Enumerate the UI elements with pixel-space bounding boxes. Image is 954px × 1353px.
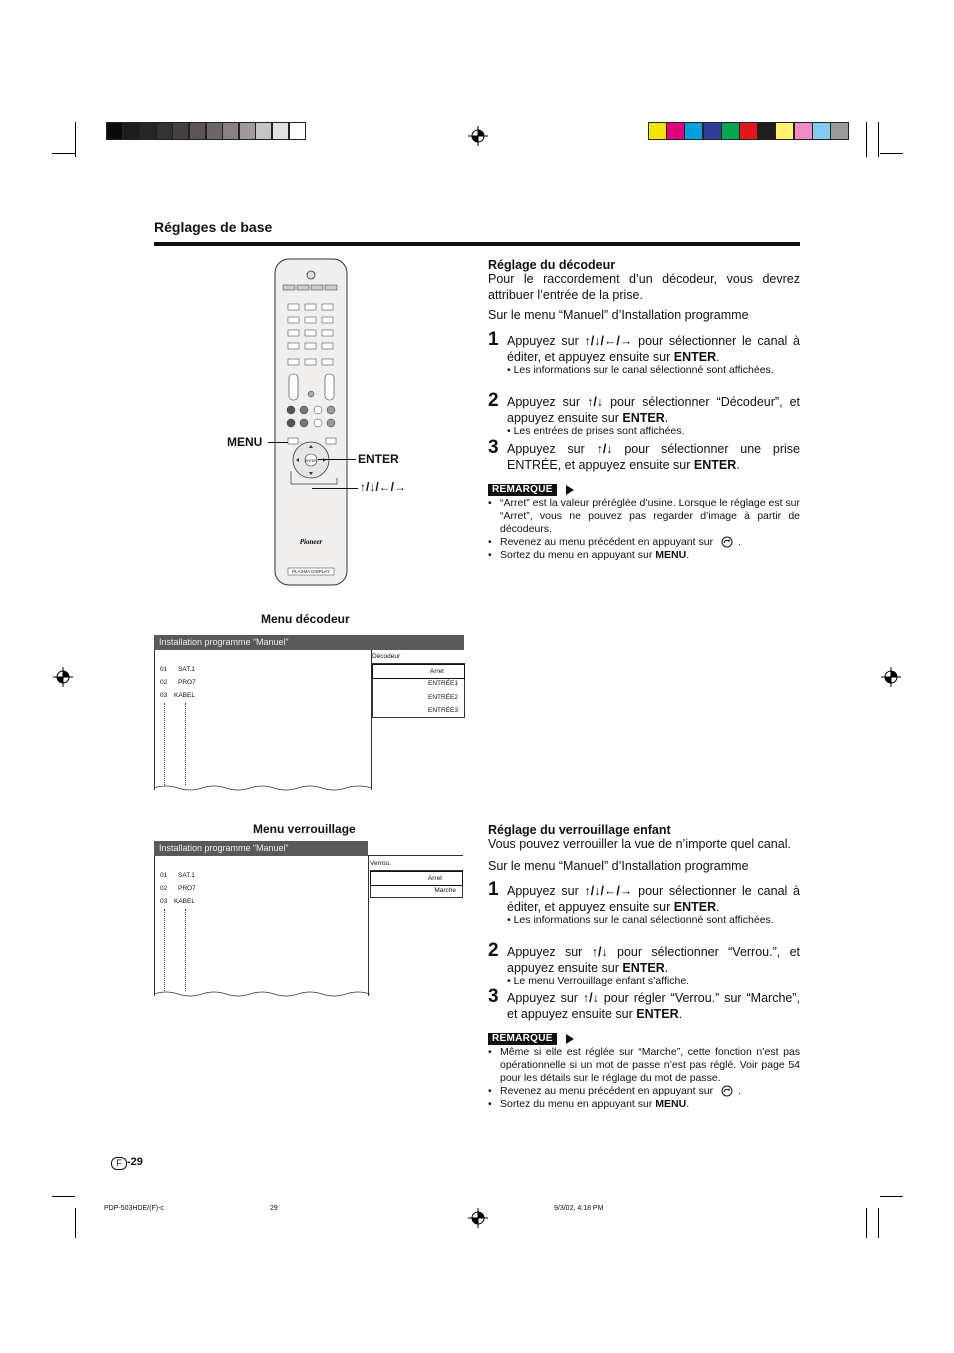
lock-menu-path: Sur le menu “Manuel” d’Installation programme xyxy=(488,859,749,873)
registration-mark-icon xyxy=(881,667,901,687)
decoder-step-end: . xyxy=(664,411,669,425)
decoder-step-number: 1 xyxy=(488,329,499,350)
lock-remark-1: Même si elle est réglée sur “Marche”, cette fonction n’est pas opérationnelle si un mot de passe n’est pas réglé. Voir page 54 pour les détails sur le réglage du mot de passe. xyxy=(500,1046,800,1084)
gray-swatch xyxy=(222,122,239,140)
lock-step-text xyxy=(507,990,800,1022)
menu-decodeur-caption: Menu décodeur xyxy=(261,612,350,626)
color-swatch xyxy=(830,122,849,140)
decoder-step-arrows: ↑/↓ xyxy=(596,442,613,456)
lock-step-text-a: Appuyez sur xyxy=(507,991,583,1005)
decoder-step-text xyxy=(507,333,800,365)
gray-swatch xyxy=(156,122,173,140)
color-swatch xyxy=(684,122,703,140)
lock-step-number: 1 xyxy=(488,879,499,900)
remarque-arrow-icon xyxy=(566,485,574,495)
decoder-step-text-a: Appuyez sur xyxy=(507,442,597,456)
menu-verrouillage-caption: Menu verrouillage xyxy=(253,822,356,836)
registration-mark-icon xyxy=(468,126,488,146)
menu_verrouillage-channel-name[interactable]: PRO7 xyxy=(178,885,196,892)
menu_verrouillage-channel-name[interactable]: KABEL xyxy=(174,898,195,905)
page-number: -29 xyxy=(127,1156,143,1168)
menu_verrouillage-channel-name[interactable]: SAT.1 xyxy=(178,872,195,879)
gray-swatch xyxy=(255,122,272,140)
gray-swatch xyxy=(123,122,140,140)
lock-step-key: ENTER xyxy=(673,900,717,914)
lock-step-text-b: pour sélectionner “Verrou.”, et appuyez ensuite sur xyxy=(507,945,800,975)
torn-edge xyxy=(154,989,370,999)
language-badge: F xyxy=(111,1157,127,1170)
gray-swatch xyxy=(272,122,289,140)
lock-step-text-a: Appuyez sur xyxy=(507,945,592,959)
lock-step-text-a: Appuyez sur xyxy=(507,884,585,898)
decoder-step-arrows: ↑/↓ xyxy=(587,395,604,409)
lock-step-end: . xyxy=(664,961,669,975)
menu_verrouillage-option[interactable]: Arret xyxy=(370,871,463,886)
color-swatch xyxy=(703,122,722,140)
decoder-step-text-b: pour sélectionner le canal à éditer, et appuyez ensuite sur xyxy=(507,334,800,364)
remote-control xyxy=(274,258,348,586)
return-button-icon xyxy=(716,1085,738,1097)
lock-step-text xyxy=(507,883,800,915)
verrou-field-label: Verrou. xyxy=(370,860,391,867)
plasma-display-label: PLASMA DISPLAY xyxy=(292,569,330,574)
decoder-remark-1: “Arret” est la valeur préréglée d’usine. Lorsque le réglage est sur “Arret”, vous ne pouvez pas regarder d’image à partir de décodeurs. xyxy=(500,497,800,535)
arrows-leader-line xyxy=(312,488,358,489)
color-swatch xyxy=(721,122,740,140)
decoder-step-key: ENTER xyxy=(673,350,717,364)
gray-swatch xyxy=(139,122,156,140)
color-swatch xyxy=(794,122,813,140)
gray-swatch xyxy=(172,122,189,140)
decoder-step-text xyxy=(507,394,800,426)
menu_decodeur-channel-number: 01 xyxy=(160,666,168,673)
menu_decodeur-channel-number: 03 xyxy=(160,692,168,699)
section-rule xyxy=(154,242,800,246)
svg-text:ENTER: ENTER xyxy=(305,459,317,463)
color-swatch xyxy=(666,122,685,140)
decoder-step-number: 2 xyxy=(488,390,499,411)
color-swatch xyxy=(812,122,831,140)
decoder-step-number: 3 xyxy=(488,437,499,458)
menu_decodeur-channel-name[interactable]: PRO7 xyxy=(178,679,196,686)
registration-mark-icon xyxy=(53,667,73,687)
menu_decodeur-option[interactable]: ENTRÉE2 xyxy=(428,693,458,701)
decoder-step-arrows: ↑/↓/←/→ xyxy=(584,334,633,348)
decoder-step-key: ENTER xyxy=(622,411,665,425)
remote-brand: Pioneer xyxy=(299,538,323,546)
color-swatch xyxy=(739,122,758,140)
footer-page-small: 29 xyxy=(270,1205,278,1212)
lock-step-number: 3 xyxy=(488,986,499,1007)
decoder-remark-2: Revenez au menu précédent en appuyant sur xyxy=(500,536,714,548)
decoder-step-text-b: pour sélectionner “Décodeur”, et appuyez ensuite sur xyxy=(507,395,800,425)
menu_decodeur-channel-name[interactable]: SAT.1 xyxy=(178,666,195,673)
lock-remarque-badge: REMARQUE xyxy=(488,1033,557,1045)
remote-menu-label: MENU xyxy=(227,435,263,449)
decoder-remarks: • “Arret” est la valeur préréglée d’usine. Lorsque le réglage est sur “Arret”, vous ne pouvez pas regarder d’image à partir de décodeurs. • Revenez au menu précédent en appuyant sur . • Sortez du menu en appuyant sur MENU . xyxy=(488,497,800,561)
lock-step-note: • Le menu Verrouillage enfant s’affiche. xyxy=(507,975,690,987)
lock-remark-3: Sortez du menu en appuyant sur xyxy=(500,1098,653,1110)
decoder-title: Réglage du décodeur xyxy=(488,258,616,272)
lock-remark-menu-key: MENU xyxy=(655,1098,687,1110)
decoder-step-end: . xyxy=(716,350,720,364)
lock-intro: Vous pouvez verrouiller la vue de n’importe quel canal. xyxy=(488,837,791,851)
gray-swatch xyxy=(189,122,206,140)
gray-swatch xyxy=(239,122,256,140)
lock-step-key: ENTER xyxy=(622,961,665,975)
remote-arrows-label: ↑/↓/←/→ xyxy=(360,480,407,494)
gray-swatch xyxy=(206,122,223,140)
lock-step-key: ENTER xyxy=(636,1007,679,1021)
remote-enter-label: ENTER xyxy=(358,452,399,466)
decoder-remark-menu-key: MENU xyxy=(655,549,687,561)
menu-decodeur-screen xyxy=(154,635,465,793)
section-title: Réglages de base xyxy=(154,219,273,235)
menu_decodeur-option[interactable]: Arret xyxy=(372,664,465,679)
lock-remark-2: Revenez au menu précédent en appuyant sur xyxy=(500,1085,714,1097)
decoder-step-note: • Les informations sur le canal sélectionné sont affichées. xyxy=(507,364,774,376)
menu_verrouillage-channel-number: 02 xyxy=(160,885,168,892)
lock-step-arrows: ↑/↓ xyxy=(591,945,608,959)
color-swatch xyxy=(775,122,794,140)
lock-step-arrows: ↑/↓ xyxy=(582,991,599,1005)
menu_decodeur-option[interactable]: ENTRÉE1 xyxy=(428,680,458,688)
decoder-menu-path: Sur le menu “Manuel” d’Installation programme xyxy=(488,308,749,322)
menu-verrouillage-header: Installation programme “Manuel” xyxy=(154,841,368,856)
registration-mark-icon xyxy=(468,1208,488,1228)
decoder-remarque-badge: REMARQUE xyxy=(488,484,557,496)
decoder-remark-3: Sortez du menu en appuyant sur xyxy=(500,549,653,561)
menu-verrouillage-screen xyxy=(154,841,463,999)
decoder-step-note: • Les entrées de prises sont affichées. xyxy=(507,425,685,437)
lock-step-text xyxy=(507,944,800,976)
lock-remarks: • Même si elle est réglée sur “Marche”, cette fonction n’est pas opérationnelle si un mot de passe n’est pas réglé. Voir page 54 pour les détails sur le réglage du mot de passe. • Revenez au menu précédent en appuyant sur . • Sortez du menu en appuyant sur MENU . xyxy=(488,1046,800,1110)
remarque-arrow-icon xyxy=(566,1034,574,1044)
color-swatch xyxy=(757,122,776,140)
decoder-step-text-a: Appuyez sur xyxy=(507,395,588,409)
decodeur-field-label: Décodeur xyxy=(372,653,401,660)
decoder-step-text-a: Appuyez sur xyxy=(507,334,585,348)
decoder-step-text xyxy=(507,441,800,473)
lock-step-note: • Les informations sur le canal sélectionné sont affichées. xyxy=(507,914,774,926)
menu_decodeur-channel-name[interactable]: KABEL xyxy=(174,692,195,699)
decoder-step-key: ENTER xyxy=(693,458,737,472)
lock-step-end: . xyxy=(716,900,720,914)
footer-file-name: PDP-503HDE/(F)-c xyxy=(104,1205,164,1212)
enter-leader-line xyxy=(318,459,356,460)
color-swatch xyxy=(648,122,667,140)
lock-step-number: 2 xyxy=(488,940,499,961)
lock-title: Réglage du verrouillage enfant xyxy=(488,823,671,837)
menu-leader-line xyxy=(268,442,288,443)
menu_decodeur-option[interactable]: ENTRÉE3 xyxy=(428,706,458,714)
menu_decodeur-channel-number: 02 xyxy=(160,679,168,686)
lock-step-arrows: ↑/↓/←/→ xyxy=(584,884,633,898)
gray-swatch xyxy=(106,122,123,140)
decoder-step-end: . xyxy=(736,458,740,472)
menu-decodeur-header: Installation programme “Manuel” xyxy=(154,635,464,650)
menu_verrouillage-option[interactable]: Marche xyxy=(434,887,456,895)
torn-edge xyxy=(154,783,372,793)
gray-swatch xyxy=(289,122,306,140)
lock-step-text-b: pour sélectionner le canal à éditer, et appuyez ensuite sur xyxy=(507,884,800,914)
decoder-step-text-b: pour sélectionner une prise ENTRÉE, et appuyez ensuite sur xyxy=(507,442,800,472)
return-button-icon xyxy=(716,536,738,548)
decoder-intro: Pour le raccordement d’un décodeur, vous devrez attribuer l’entrée de la prise. xyxy=(488,272,800,302)
footer-timestamp: 9/3/02, 4:18 PM xyxy=(554,1205,604,1212)
lock-step-text-b: pour régler “Verrou.” sur “Marche”, et appuyez ensuite sur xyxy=(507,991,800,1021)
menu_verrouillage-channel-number: 01 xyxy=(160,872,168,879)
lock-step-end: . xyxy=(678,1007,683,1021)
menu_verrouillage-channel-number: 03 xyxy=(160,898,168,905)
